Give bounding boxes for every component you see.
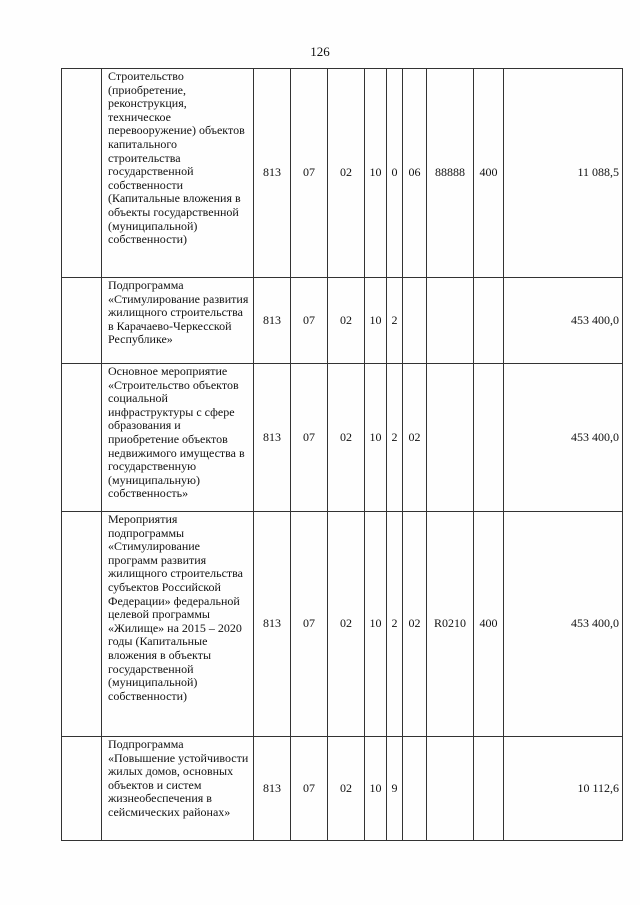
subsection-code: 02 <box>328 737 365 841</box>
amount-cell: 453 400,0 <box>504 364 623 512</box>
table-row <box>62 278 623 364</box>
subprogram-code: 9 <box>387 737 403 841</box>
event-code: 06 <box>403 69 427 278</box>
expense-type-code <box>474 364 504 512</box>
event-code <box>403 737 427 841</box>
table-row <box>62 364 623 512</box>
section-code: 07 <box>291 364 328 512</box>
program-code: 10 <box>365 278 387 364</box>
ministry-code: 813 <box>254 364 291 512</box>
empty-cell <box>62 737 102 841</box>
program-code: 10 <box>365 69 387 278</box>
subsection-code: 02 <box>328 69 365 278</box>
page-number: 126 <box>310 44 330 59</box>
expense-type-code: 400 <box>474 512 504 737</box>
amount-cell: 453 400,0 <box>504 278 623 364</box>
expense-type-code: 400 <box>474 69 504 278</box>
direction-code <box>427 364 474 512</box>
direction-code: R0210 <box>427 512 474 737</box>
subprogram-code: 0 <box>387 69 403 278</box>
amount-cell: 10 112,6 <box>504 737 623 841</box>
empty-cell <box>62 69 102 278</box>
amount-cell: 11 088,5 <box>504 69 623 278</box>
direction-code <box>427 278 474 364</box>
event-code: 02 <box>403 364 427 512</box>
ministry-code: 813 <box>254 737 291 841</box>
table-row <box>62 737 623 841</box>
row-name: Подпрограмма «Стимулирование развития жилищного строительства в Карачаево-Черкесской Республике» <box>102 278 254 364</box>
subprogram-code: 2 <box>387 364 403 512</box>
expense-type-code <box>474 278 504 364</box>
subsection-code: 02 <box>328 278 365 364</box>
empty-cell <box>62 278 102 364</box>
ministry-code: 813 <box>254 278 291 364</box>
direction-code: 88888 <box>427 69 474 278</box>
section-code: 07 <box>291 69 328 278</box>
expense-type-code <box>474 737 504 841</box>
table-row <box>62 512 623 737</box>
ministry-code: 813 <box>254 512 291 737</box>
program-code: 10 <box>365 737 387 841</box>
row-name: Подпрограмма «Повышение устойчивости жилых домов, основных объектов и систем жизнеобеспечения в сейсмических районах» <box>102 737 254 841</box>
section-code: 07 <box>291 737 328 841</box>
row-name: Основное мероприятие «Строительство объектов социальной инфраструктуры с сфере образования и приобретение объектов недвижимого имущества в государственную (муниципальную) собственность» <box>102 364 254 512</box>
ministry-code: 813 <box>254 69 291 278</box>
subprogram-code: 2 <box>387 278 403 364</box>
direction-code <box>427 737 474 841</box>
program-code: 10 <box>365 364 387 512</box>
row-name: Мероприятия подпрограммы «Стимулирование программ развития жилищного строительства субъектов Российской Федерации» федеральной целевой программы «Жилище» на 2015 – 2020 годы (Капитальные вложения в объекты государственной (муниципальной) собственности) <box>102 512 254 737</box>
section-code: 07 <box>291 512 328 737</box>
section-code: 07 <box>291 278 328 364</box>
empty-cell <box>62 512 102 737</box>
empty-cell <box>62 364 102 512</box>
program-code: 10 <box>365 512 387 737</box>
subprogram-code: 2 <box>387 512 403 737</box>
subsection-code: 02 <box>328 512 365 737</box>
row-name: Строительство (приобретение, реконструкция, техническое перевооружение) объектов капитального строительства государственной собственности (Капитальные вложения в объекты государственной (муниципальной) собственности) <box>102 69 254 278</box>
subsection-code: 02 <box>328 364 365 512</box>
table-row <box>62 69 623 278</box>
amount-cell: 453 400,0 <box>504 512 623 737</box>
event-code: 02 <box>403 512 427 737</box>
event-code <box>403 278 427 364</box>
budget-table <box>61 68 623 841</box>
